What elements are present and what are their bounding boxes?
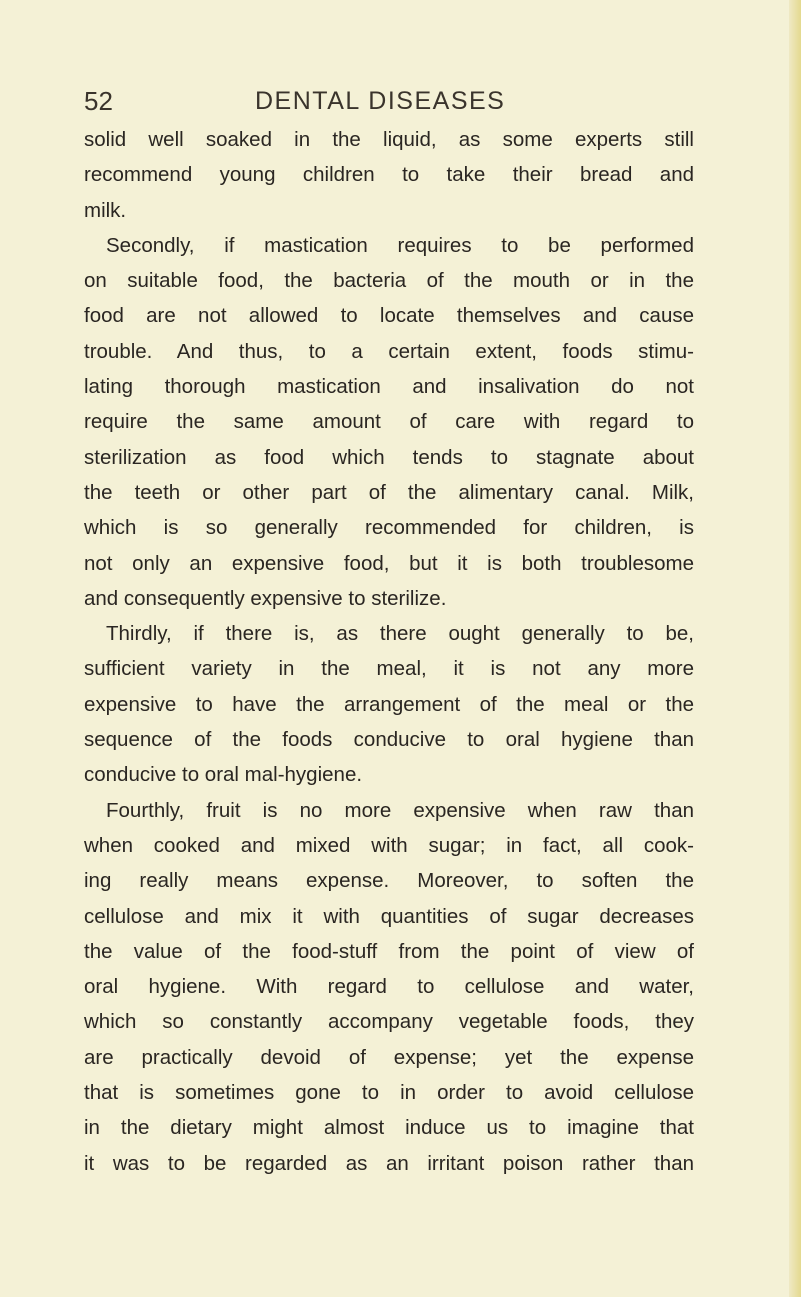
text-line: oral hygiene. With regard to cellulose and water, xyxy=(84,975,694,999)
text-line: when cooked and mixed with sugar; in fact, all cook- xyxy=(84,833,694,857)
text-line: it was to be regarded as an irritant poison rather than xyxy=(84,1151,694,1175)
text-line: sufficient variety in the meal, it is not any more xyxy=(84,657,694,681)
page-edge xyxy=(789,0,801,1297)
text-line: conducive to oral mal-hygiene. xyxy=(84,763,363,787)
text-line: ing really means expense. Moreover, to soften the xyxy=(84,869,694,893)
text-line: expensive to have the arrangement of the meal or the xyxy=(84,692,694,716)
body-text xyxy=(84,122,694,1181)
text-line: which is so generally recommended for children, is xyxy=(84,516,694,540)
text-line: milk. xyxy=(84,198,127,222)
page-header xyxy=(84,84,684,118)
text-line: sequence of the foods conducive to oral hygiene than xyxy=(84,728,694,752)
text-line: the value of the food-stuff from the point of view of xyxy=(84,939,694,963)
text-line: and consequently expensive to sterilize. xyxy=(84,586,447,610)
text-line: in the dietary might almost induce us to imagine that xyxy=(84,1116,694,1140)
text-line: not only an expensive food, but it is both troublesome xyxy=(84,551,694,575)
text-line: on suitable food, the bacteria of the mouth or in the xyxy=(84,269,694,293)
text-line: trouble. And thus, to a certain extent, foods stimu- xyxy=(84,339,694,363)
text-line: recommend young children to take their bread and xyxy=(84,163,694,187)
text-line: that is sometimes gone to in order to avoid cellulose xyxy=(84,1081,694,1105)
text-line: Fourthly, fruit is no more expensive when raw than xyxy=(106,798,694,822)
page-number: 52 xyxy=(84,86,113,116)
text-line: require the same amount of care with regard to xyxy=(84,410,694,434)
text-line: cellulose and mix it with quantities of sugar decreases xyxy=(84,904,694,928)
text-line: solid well soaked in the liquid, as some experts still xyxy=(84,128,694,151)
text-line: the teeth or other part of the alimentary canal. Milk, xyxy=(84,480,694,504)
running-head: DENTAL DISEASES xyxy=(255,87,506,115)
text-line: Thirdly, if there is, as there ought generally to be, xyxy=(106,622,694,646)
text-line: are practically devoid of expense; yet the expense xyxy=(84,1045,694,1069)
text-line: sterilization as food which tends to stagnate about xyxy=(84,445,694,469)
text-line: Secondly, if mastication requires to be performed xyxy=(106,233,694,257)
text-line: lating thorough mastication and insalivation do not xyxy=(84,375,694,399)
text-line: which so constantly accompany vegetable foods, they xyxy=(84,1010,694,1034)
text-line: food are not allowed to locate themselves and cause xyxy=(84,304,694,328)
